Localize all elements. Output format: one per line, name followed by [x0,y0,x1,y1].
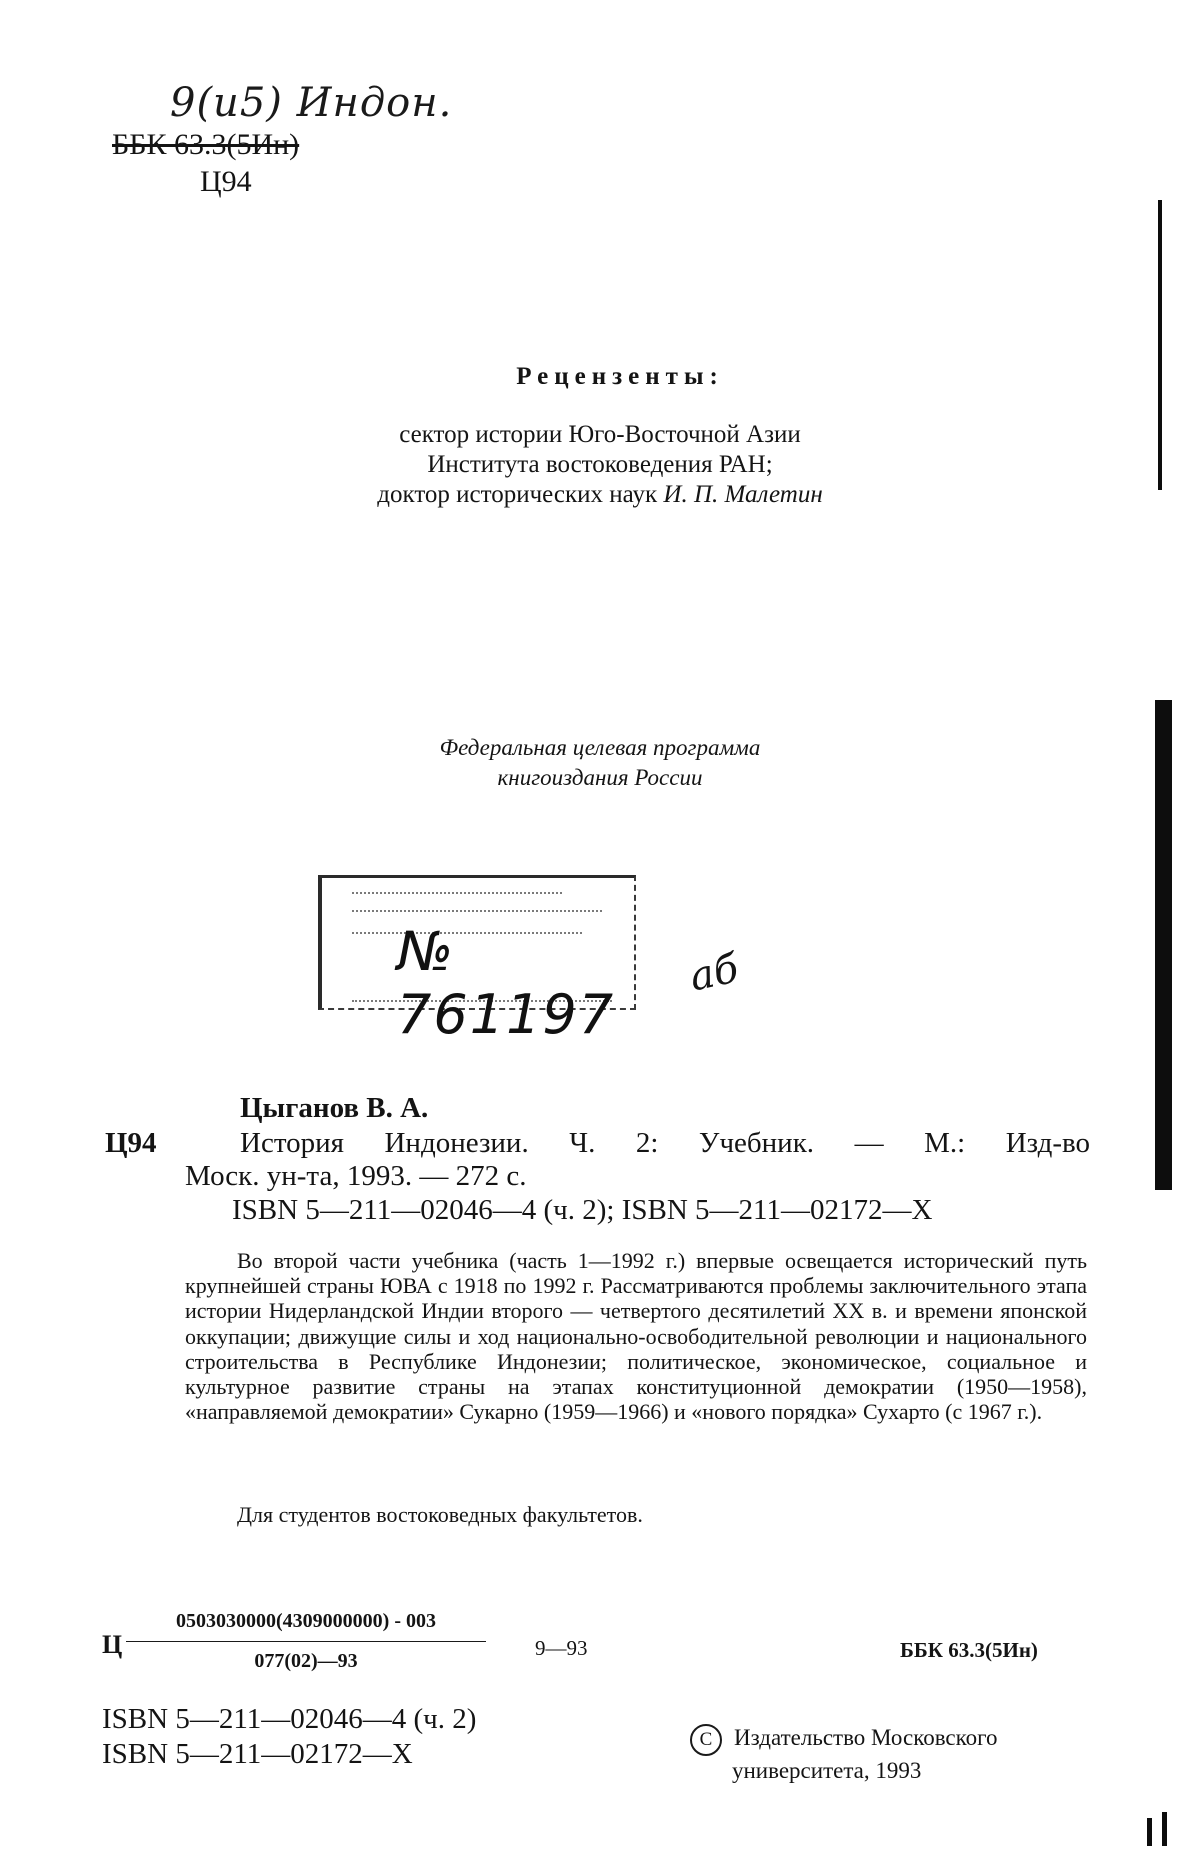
scan-edge-mark-bottom-1 [1147,1818,1152,1846]
book-title-line: История Индонезии. Ч. 2: Учебник. — М.: Изд-во [240,1127,1090,1159]
stamp-inventory-number: № 761197 [397,920,616,1046]
author-name: Цыганов В. А. [240,1092,429,1124]
handwritten-shelf-note: 9(и5) Индон. [170,80,453,126]
program-line-1: Федеральная целевая программа [439,735,761,760]
struck-bbk-code: ББК 63.3(5Ин) [112,128,300,161]
reviewer-line-3 [0,480,1200,510]
audience-line: Для студентов востоковедных факультетов. [237,1502,643,1527]
stamp-line-2 [352,910,602,912]
copyright-line-2: университета, 1993 [732,1757,922,1783]
copyright-notice [690,1723,998,1785]
federal-program-note [0,733,1200,793]
copyright-icon: C [690,1724,722,1756]
reviewer-degree: доктор исторических наук [377,481,658,508]
copyright-line-1 [690,1723,998,1756]
isbn-block [102,1702,476,1772]
scan-edge-mark-bottom-2 [1162,1812,1167,1846]
publication-code-fraction [126,1610,486,1673]
library-stamp [318,875,636,1046]
isbn-entry-line: ISBN 5—211—02046—4 (ч. 2); ISBN 5—211—02172—X [232,1194,933,1226]
reviewer-line-2: Института востоковедения РАН; [427,451,773,478]
code-denominator: 077(02)—93 [254,1650,358,1672]
reviewers-block [0,362,1200,510]
bbk-code-bottom: ББК 63.3(5Ин) [900,1638,1038,1662]
stamp-line-1 [352,892,562,894]
year-code: 9—93 [535,1636,588,1660]
reviewer-line-1: сектор истории Юго-Восточной Азии [399,421,801,448]
isbn-line-2: ISBN 5—211—02172—X [102,1738,413,1770]
reviewers-heading: Рецензенты: [516,363,724,390]
publisher-line: Моск. ун-та, 1993. — 272 с. [185,1160,527,1192]
author-mark-entry: Ц94 [105,1127,157,1159]
code-numerator: 0503030000(4309000000) - 003 [126,1610,486,1642]
annotation-paragraph: Во второй части учебника (часть 1—1992 г.) впервые освещается исторический путь крупнейшей страны ЮВА с 1918 по 1992 г. Рассматриваются проблемы заключительного этапа истории Нидерландской Индии второго — четвертого десятилетий XX в. и времени японской оккупации; движущие силы и ход национально-освободительной революции и национального строительства в Республике Индонезии; политическое, экономическое, социальное и культурное развитие страны на этапах конституционной демократии (1950—1958), «направляемой демократии» Сукарно (1959—1966) и «нового порядка» Сухарто (с 1967 г.). [185,1248,1087,1425]
isbn-line-1: ISBN 5—211—02046—4 (ч. 2) [102,1703,477,1735]
author-mark-top: Ц94 [200,165,252,198]
stamp-handwritten-mark: аб [685,945,743,1001]
code-letter: Ц [102,1630,123,1659]
program-line-2: книгоиздания России [497,765,703,790]
reviewer-name: И. П. Малетин [663,481,823,508]
copyright-publisher: Издательство Московского [734,1725,998,1750]
